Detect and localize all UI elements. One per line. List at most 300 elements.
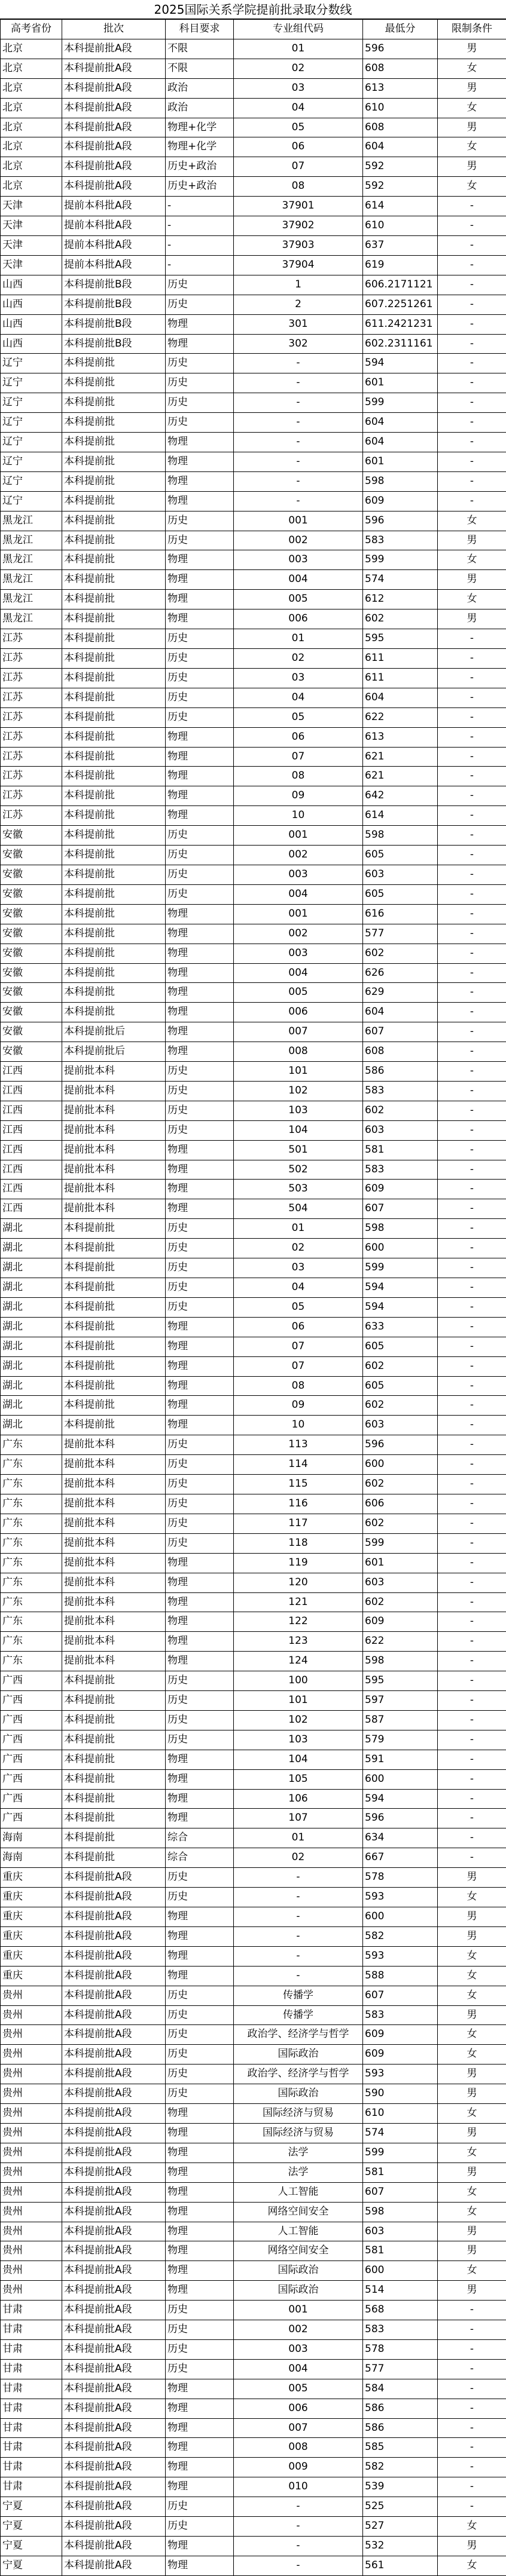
cell-batch: 本科提前批A段 <box>62 2281 166 2301</box>
cell-batch: 本科提前批A段 <box>62 2241 166 2261</box>
cell-subject: 历史 <box>166 1514 234 1533</box>
cell-province: 辽宁 <box>1 354 62 373</box>
cell-province: 贵州 <box>1 2045 62 2065</box>
cell-min-score: 594 <box>363 354 438 373</box>
cell-province: 广东 <box>1 1514 62 1533</box>
cell-min-score: 603 <box>363 1120 438 1140</box>
cell-limit: - <box>438 1691 506 1711</box>
cell-major-code: 国际经济与贸易 <box>234 2104 363 2124</box>
cell-batch: 本科提前批A段 <box>62 1868 166 1888</box>
cell-limit: 女 <box>438 2202 506 2222</box>
cell-min-score: 561 <box>363 2556 438 2575</box>
cell-min-score: 606.2171121 <box>363 275 438 295</box>
cell-subject: 历史 <box>166 1081 234 1101</box>
cell-province: 江西 <box>1 1062 62 1082</box>
cell-min-score: 599 <box>363 550 438 570</box>
cell-batch: 本科提前批 <box>62 1416 166 1435</box>
cell-min-score: 613 <box>363 727 438 747</box>
cell-province: 广西 <box>1 1691 62 1711</box>
cell-batch: 本科提前批A段 <box>62 177 166 197</box>
cell-batch: 提前批本科 <box>62 1514 166 1533</box>
cell-batch: 提前批本科 <box>62 1573 166 1592</box>
cell-min-score: 525 <box>363 2497 438 2517</box>
cell-major-code: 09 <box>234 786 363 806</box>
cell-batch: 提前本科批A段 <box>62 255 166 275</box>
cell-major-code: 116 <box>234 1494 363 1514</box>
cell-subject: 物理 <box>166 924 234 944</box>
cell-min-score: 599 <box>363 1533 438 1553</box>
cell-subject: 历史+政治 <box>166 177 234 197</box>
cell-batch: 本科提前批 <box>62 511 166 531</box>
table-row <box>1 707 506 727</box>
table-row <box>1 98 506 118</box>
cell-min-score: 605 <box>363 1337 438 1356</box>
cell-province: 广东 <box>1 1573 62 1592</box>
cell-min-score: 596 <box>363 1435 438 1455</box>
cell-major-code: 07 <box>234 1356 363 1376</box>
cell-limit: - <box>438 1494 506 1514</box>
cell-batch: 本科提前批 <box>62 433 166 452</box>
cell-major-code: 37902 <box>234 216 363 236</box>
cell-limit: 男 <box>438 2123 506 2143</box>
cell-major-code: 002 <box>234 531 363 550</box>
cell-subject: 物理 <box>166 1907 234 1927</box>
cell-subject: 历史 <box>166 2301 234 2320</box>
cell-province: 山西 <box>1 334 62 354</box>
cell-subject: 物理 <box>166 1612 234 1632</box>
table-row <box>1 1573 506 1592</box>
table-row <box>1 1828 506 1848</box>
table-row <box>1 255 506 275</box>
table-row <box>1 1907 506 1927</box>
cell-subject: - <box>166 235 234 255</box>
cell-batch: 本科提前批A段 <box>62 157 166 177</box>
cell-min-score: 612 <box>363 590 438 609</box>
cell-batch: 本科提前批 <box>62 786 166 806</box>
cell-limit: - <box>438 668 506 688</box>
cell-batch: 本科提前批 <box>62 1828 166 1848</box>
table-row <box>1 2005 506 2025</box>
cell-min-score: 588 <box>363 1966 438 1986</box>
table-row <box>1 1416 506 1435</box>
cell-subject: 历史 <box>166 393 234 413</box>
cell-min-score: 606 <box>363 1494 438 1514</box>
cell-major-code: 103 <box>234 1101 363 1120</box>
cell-major-code: 05 <box>234 707 363 727</box>
table-row <box>1 1946 506 1966</box>
table-row <box>1 2359 506 2379</box>
cell-major-code: 010 <box>234 2477 363 2497</box>
cell-min-score: 611.2421231 <box>363 314 438 334</box>
cell-min-score: 594 <box>363 1278 438 1298</box>
cell-batch: 本科提前批 <box>62 1789 166 1809</box>
table-row <box>1 1769 506 1789</box>
table-row <box>1 1297 506 1317</box>
cell-major-code: 07 <box>234 1337 363 1356</box>
cell-min-score: 609 <box>363 1612 438 1632</box>
cell-subject: 历史 <box>166 1219 234 1239</box>
cell-limit: - <box>438 1337 506 1356</box>
cell-batch: 本科提前批 <box>62 826 166 846</box>
cell-subject: 物理 <box>166 806 234 826</box>
cell-subject: 物理 <box>166 1652 234 1671</box>
cell-limit: - <box>438 629 506 649</box>
cell-min-score: 586 <box>363 2418 438 2438</box>
cell-batch: 本科提前批 <box>62 983 166 1003</box>
cell-limit: 女 <box>438 177 506 197</box>
cell-limit: 男 <box>438 157 506 177</box>
cell-min-score: 621 <box>363 747 438 767</box>
cell-min-score: 598 <box>363 2202 438 2222</box>
cell-major-code: 07 <box>234 747 363 767</box>
cell-batch: 提前批本科 <box>62 1652 166 1671</box>
cell-batch: 提前本科批A段 <box>62 235 166 255</box>
cell-batch: 本科提前批A段 <box>62 2537 166 2556</box>
cell-limit: 女 <box>438 1946 506 1966</box>
cell-limit: - <box>438 1297 506 1317</box>
cell-major-code: - <box>234 452 363 471</box>
table-row <box>1 1042 506 1062</box>
cell-major-code: 103 <box>234 1730 363 1750</box>
cell-major-code: 104 <box>234 1750 363 1769</box>
cell-province: 江西 <box>1 1120 62 1140</box>
cell-major-code: - <box>234 1946 363 1966</box>
cell-min-score: 605 <box>363 884 438 904</box>
cell-min-score: 604 <box>363 688 438 707</box>
cell-major-code: 008 <box>234 2438 363 2458</box>
cell-major-code: - <box>234 1926 363 1946</box>
table-row <box>1 235 506 255</box>
cell-batch: 本科提前批 <box>62 727 166 747</box>
cell-major-code: 01 <box>234 629 363 649</box>
cell-batch: 本科提前批 <box>62 1809 166 1828</box>
cell-subject: 物理 <box>166 1160 234 1180</box>
cell-batch: 本科提前批A段 <box>62 137 166 157</box>
cell-province: 广东 <box>1 1475 62 1494</box>
table-row <box>1 393 506 413</box>
table-row <box>1 590 506 609</box>
cell-min-score: 603 <box>363 865 438 884</box>
cell-batch: 本科提前批 <box>62 1769 166 1789</box>
cell-limit: - <box>438 924 506 944</box>
cell-major-code: 003 <box>234 944 363 963</box>
table-row <box>1 1730 506 1750</box>
cell-province: 安徽 <box>1 1042 62 1062</box>
cell-province: 广东 <box>1 1533 62 1553</box>
cell-major-code: 02 <box>234 1848 363 1868</box>
table-row <box>1 1691 506 1711</box>
cell-major-code: 004 <box>234 2359 363 2379</box>
cell-limit: - <box>438 1730 506 1750</box>
cell-limit: 女 <box>438 2025 506 2045</box>
cell-province: 黑龙江 <box>1 531 62 550</box>
cell-major-code: 002 <box>234 924 363 944</box>
cell-major-code: 504 <box>234 1199 363 1219</box>
cell-limit: 女 <box>438 2182 506 2202</box>
cell-province: 北京 <box>1 137 62 157</box>
cell-province: 安徽 <box>1 904 62 924</box>
table-row <box>1 2123 506 2143</box>
cell-province: 安徽 <box>1 983 62 1003</box>
table-row <box>1 727 506 747</box>
cell-batch: 本科提前批 <box>62 1376 166 1396</box>
cell-batch: 本科提前批 <box>62 1671 166 1691</box>
cell-limit: - <box>438 255 506 275</box>
cell-min-score: 626 <box>363 963 438 983</box>
table-row <box>1 649 506 669</box>
cell-major-code: 06 <box>234 1317 363 1337</box>
cell-min-score: 608 <box>363 59 438 78</box>
cell-min-score: 568 <box>363 2301 438 2320</box>
cell-major-code: 114 <box>234 1455 363 1475</box>
cell-subject: 历史 <box>166 295 234 314</box>
cell-province: 广东 <box>1 1612 62 1632</box>
cell-batch: 本科提前批 <box>62 767 166 786</box>
cell-province: 安徽 <box>1 924 62 944</box>
cell-min-score: 602 <box>363 1475 438 1494</box>
cell-subject: 物理 <box>166 314 234 334</box>
table-row <box>1 177 506 197</box>
cell-major-code: 105 <box>234 1769 363 1789</box>
cell-batch: 本科提前批 <box>62 1396 166 1416</box>
cell-province: 北京 <box>1 59 62 78</box>
cell-subject: 物理 <box>166 1180 234 1199</box>
cell-major-code: 01 <box>234 39 363 59</box>
cell-batch: 本科提前批A段 <box>62 2497 166 2517</box>
cell-major-code: 网络空间安全 <box>234 2241 363 2261</box>
cell-major-code: 国际经济与贸易 <box>234 2123 363 2143</box>
cell-limit: - <box>438 2438 506 2458</box>
table-row <box>1 1062 506 1082</box>
cell-subject: 历史 <box>166 1297 234 1317</box>
cell-province: 甘肃 <box>1 2379 62 2399</box>
cell-province: 江苏 <box>1 747 62 767</box>
table-row <box>1 865 506 884</box>
cell-province: 贵州 <box>1 1986 62 2005</box>
cell-min-score: 577 <box>363 2359 438 2379</box>
cell-min-score: 596 <box>363 39 438 59</box>
cell-limit: - <box>438 1396 506 1416</box>
cell-limit: - <box>438 826 506 846</box>
table-row <box>1 2418 506 2438</box>
cell-province: 海南 <box>1 1828 62 1848</box>
cell-province: 北京 <box>1 98 62 118</box>
cell-subject: 历史 <box>166 2339 234 2359</box>
cell-limit: - <box>438 373 506 393</box>
table-row <box>1 1986 506 2005</box>
cell-major-code: 004 <box>234 570 363 590</box>
cell-limit: - <box>438 216 506 236</box>
cell-province: 贵州 <box>1 2005 62 2025</box>
cell-limit: 男 <box>438 2241 506 2261</box>
cell-batch: 本科提前批 <box>62 1317 166 1337</box>
cell-batch: 本科提前批 <box>62 1297 166 1317</box>
cell-subject: 物理 <box>166 727 234 747</box>
cell-major-code: 501 <box>234 1140 363 1160</box>
cell-limit: - <box>438 2477 506 2497</box>
cell-min-score: 610 <box>363 98 438 118</box>
cell-major-code: 102 <box>234 1081 363 1101</box>
cell-subject: 历史 <box>166 865 234 884</box>
cell-min-score: 601 <box>363 1553 438 1573</box>
cell-major-code: - <box>234 373 363 393</box>
cell-major-code: 124 <box>234 1652 363 1671</box>
cell-major-code: 09 <box>234 1396 363 1416</box>
cell-min-score: 637 <box>363 235 438 255</box>
cell-subject: 物理 <box>166 2537 234 2556</box>
cell-subject: 历史 <box>166 2320 234 2340</box>
cell-batch: 本科提前批 <box>62 1730 166 1750</box>
cell-limit: - <box>438 1612 506 1632</box>
cell-batch: 本科提前批A段 <box>62 2025 166 2045</box>
header-batch: 批次 <box>62 20 166 39</box>
cell-limit: 女 <box>438 590 506 609</box>
cell-province: 贵州 <box>1 2163 62 2182</box>
cell-subject: 综合 <box>166 1828 234 1848</box>
cell-batch: 本科提前批A段 <box>62 1986 166 2005</box>
cell-batch: 本科提前批 <box>62 1239 166 1258</box>
cell-major-code: 503 <box>234 1180 363 1199</box>
cell-min-score: 598 <box>363 826 438 846</box>
cell-min-score: 598 <box>363 1652 438 1671</box>
cell-subject: 物理 <box>166 491 234 511</box>
cell-batch: 本科提前批 <box>62 707 166 727</box>
cell-major-code: 1 <box>234 275 363 295</box>
cell-limit: - <box>438 963 506 983</box>
table-row <box>1 1632 506 1652</box>
cell-min-score: 574 <box>363 570 438 590</box>
cell-major-code: 01 <box>234 1219 363 1239</box>
cell-province: 湖北 <box>1 1356 62 1376</box>
cell-major-code: 04 <box>234 98 363 118</box>
table-row <box>1 1789 506 1809</box>
cell-limit: 男 <box>438 78 506 98</box>
cell-province: 安徽 <box>1 884 62 904</box>
cell-subject: 历史 <box>166 1710 234 1730</box>
cell-batch: 提前批本科 <box>62 1062 166 1082</box>
cell-province: 江西 <box>1 1140 62 1160</box>
cell-subject: 物理 <box>166 2418 234 2438</box>
cell-major-code: 传播学 <box>234 2005 363 2025</box>
cell-subject: 物理 <box>166 1966 234 1986</box>
cell-subject: 物理 <box>166 786 234 806</box>
cell-limit: - <box>438 1062 506 1082</box>
table-row <box>1 491 506 511</box>
cell-province: 江苏 <box>1 649 62 669</box>
cell-province: 江苏 <box>1 668 62 688</box>
cell-subject: 物理 <box>166 590 234 609</box>
cell-min-score: 611 <box>363 649 438 669</box>
cell-major-code: 007 <box>234 1022 363 1042</box>
table-row <box>1 2438 506 2458</box>
cell-subject: 物理 <box>166 1416 234 1435</box>
cell-province: 贵州 <box>1 2143 62 2163</box>
cell-batch: 本科提前批A段 <box>62 2399 166 2418</box>
cell-batch: 本科提前批 <box>62 924 166 944</box>
cell-province: 安徽 <box>1 865 62 884</box>
cell-min-score: 605 <box>363 846 438 865</box>
cell-limit: - <box>438 452 506 471</box>
cell-batch: 本科提前批 <box>62 688 166 707</box>
cell-batch: 本科提前批 <box>62 668 166 688</box>
cell-limit: - <box>438 1573 506 1592</box>
cell-batch: 本科提前批A段 <box>62 2163 166 2182</box>
cell-subject: 物理 <box>166 2281 234 2301</box>
cell-min-score: 593 <box>363 1888 438 1907</box>
cell-subject: 物理 <box>166 1632 234 1652</box>
cell-subject: 物理 <box>166 2123 234 2143</box>
cell-limit: 女 <box>438 98 506 118</box>
cell-min-score: 603 <box>363 1416 438 1435</box>
cell-province: 江苏 <box>1 707 62 727</box>
cell-limit: 女 <box>438 2556 506 2575</box>
score-table <box>0 19 506 2576</box>
table-row <box>1 2182 506 2202</box>
cell-batch: 本科提前批 <box>62 806 166 826</box>
cell-batch: 本科提前批 <box>62 1691 166 1711</box>
cell-min-score: 594 <box>363 1789 438 1809</box>
cell-limit: - <box>438 295 506 314</box>
cell-province: 甘肃 <box>1 2418 62 2438</box>
cell-min-score: 596 <box>363 511 438 531</box>
cell-batch: 本科提前批A段 <box>62 2123 166 2143</box>
cell-major-code: 106 <box>234 1789 363 1809</box>
cell-subject: 物理 <box>166 1042 234 1062</box>
cell-province: 广西 <box>1 1730 62 1750</box>
cell-batch: 本科提前批 <box>62 649 166 669</box>
cell-major-code: 122 <box>234 1612 363 1632</box>
table-row <box>1 2339 506 2359</box>
cell-major-code: 01 <box>234 1828 363 1848</box>
cell-min-score: 582 <box>363 1926 438 1946</box>
cell-batch: 本科提前批 <box>62 1278 166 1298</box>
cell-province: 山西 <box>1 314 62 334</box>
cell-min-score: 604 <box>363 137 438 157</box>
table-row <box>1 1652 506 1671</box>
table-row <box>1 433 506 452</box>
cell-subject: 历史 <box>166 2005 234 2025</box>
cell-subject: - <box>166 255 234 275</box>
table-row <box>1 629 506 649</box>
cell-min-score: 602 <box>363 1356 438 1376</box>
cell-limit: - <box>438 1475 506 1494</box>
cell-limit: 男 <box>438 570 506 590</box>
cell-limit: 男 <box>438 2163 506 2182</box>
cell-min-score: 608 <box>363 118 438 137</box>
table-row <box>1 1003 506 1022</box>
cell-batch: 本科提前批 <box>62 373 166 393</box>
cell-min-score: 539 <box>363 2477 438 2497</box>
cell-limit: - <box>438 1199 506 1219</box>
cell-limit: - <box>438 1848 506 1868</box>
cell-limit: - <box>438 944 506 963</box>
cell-subject: 历史 <box>166 413 234 433</box>
cell-major-code: 119 <box>234 1553 363 1573</box>
cell-major-code: 006 <box>234 609 363 629</box>
cell-province: 湖北 <box>1 1278 62 1298</box>
cell-province: 湖北 <box>1 1317 62 1337</box>
cell-limit: - <box>438 1652 506 1671</box>
cell-limit: - <box>438 1632 506 1652</box>
cell-major-code: - <box>234 433 363 452</box>
cell-major-code: 009 <box>234 2458 363 2477</box>
cell-batch: 本科提前批 <box>62 531 166 550</box>
cell-subject: 物理 <box>166 2163 234 2182</box>
cell-limit: 女 <box>438 1966 506 1986</box>
cell-min-score: 609 <box>363 2025 438 2045</box>
cell-major-code: 06 <box>234 137 363 157</box>
cell-limit: - <box>438 1514 506 1533</box>
